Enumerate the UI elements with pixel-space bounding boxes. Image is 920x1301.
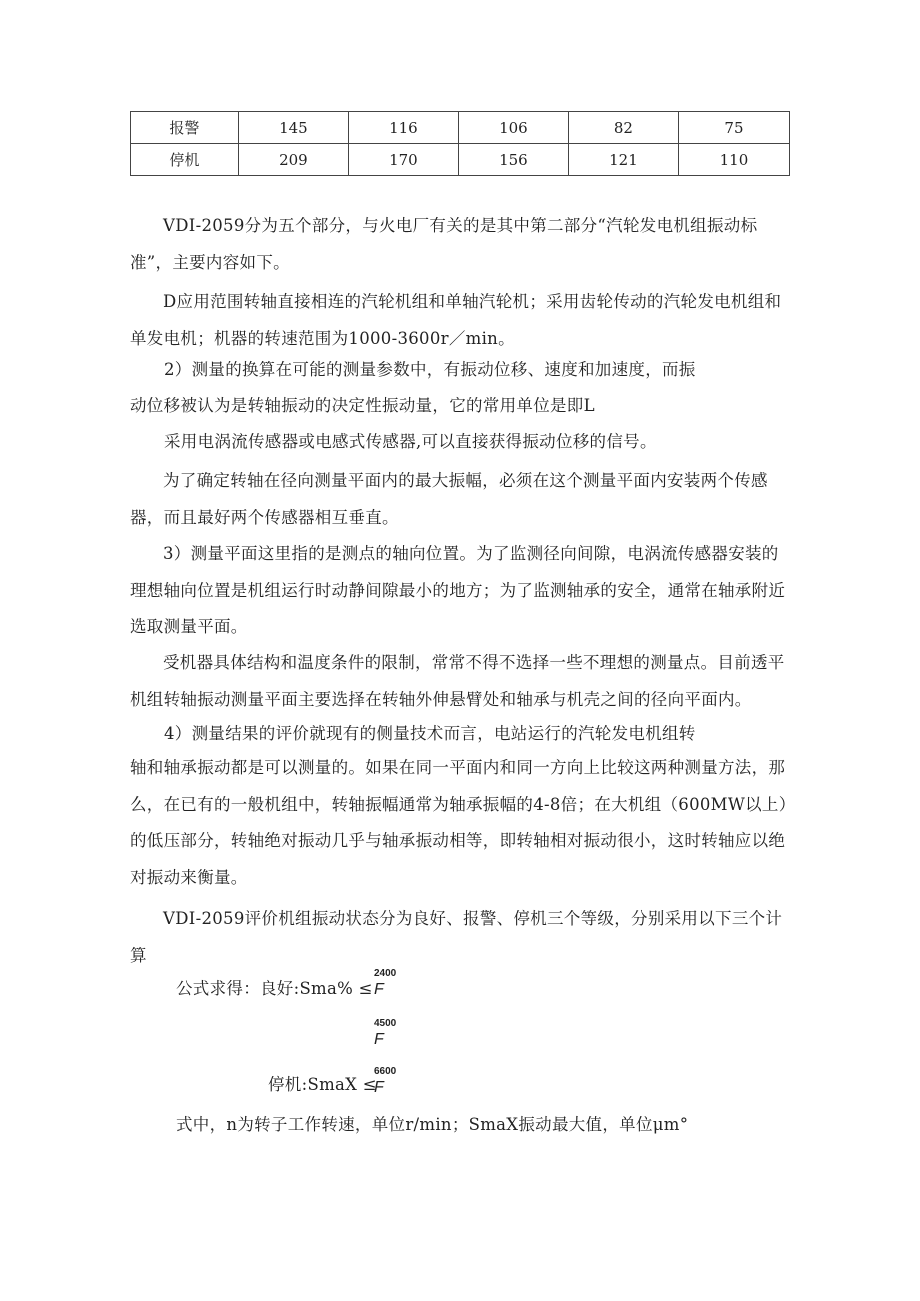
fraction-shutdown (374, 1066, 396, 1098)
table-cell: 82 (568, 112, 678, 144)
row-label: 报警 (131, 112, 239, 144)
paragraph-measurement-plane: 3）测量平面这里指的是测点的轴向位置。为了监测径向间隙，电涡流传感器安装的理想轴向位置是机组运行时动静间隙最小的地方；为了监测轴承的安全，通常在轴承附近选取测量平面。 (130, 544, 786, 636)
table-cell: 110 (678, 144, 789, 176)
table-cell: 145 (238, 112, 348, 144)
paragraph-formula-legend: 式中，n为转子工作转速，单位r/min；SmaX振动最大值，单位μm° (176, 1115, 689, 1134)
paragraph-scope: D应用范围转轴直接相连的汽轮机组和单轴汽轮机；采用齿轮传动的汽轮发电机组和单发电机；机器的转速范围为1000-3600r／min。 (130, 292, 782, 348)
table-cell: 106 (458, 112, 568, 144)
paragraph-vdi-grades: VDI-2059评价机组振动状态分为良好、报警、停机三个等级，分别采用以下三个计算 (130, 909, 783, 965)
table-cell: 75 (678, 112, 789, 144)
fraction-denominator: F (374, 981, 384, 998)
table-cell: 156 (458, 144, 568, 176)
table-cell: 121 (568, 144, 678, 176)
paragraph-measurement-line1: 2）测量的换算在可能的测量参数中，有振动位移、速度和加速度，而振 (164, 360, 696, 379)
table-cell: 209 (238, 144, 348, 176)
fraction-denominator: F (374, 1079, 384, 1096)
fraction-good (374, 968, 396, 1000)
table-row (131, 112, 790, 144)
paragraph-measurement-line2: 动位移被认为是转轴振动的决定性振动量，它的常用单位是即L (130, 396, 595, 415)
paragraph-max-amplitude: 为了确定转轴在径向测量平面内的最大振幅，必须在这个测量平面内安装两个传感器，而且最好两个传感器相互垂直。 (130, 471, 768, 527)
vibration-limit-table (130, 111, 790, 176)
fraction-numerator: 6600 (374, 1066, 397, 1077)
paragraph-vdi-intro: VDI-2059分为五个部分，与火电厂有关的是其中第二部分“汽轮发电机组振动标准”，主要内容如下。 (130, 216, 758, 272)
paragraph-evaluation-body: 轴和轴承振动都是可以测量的。如果在同一平面内和同一方向上比较这两种测量方法，那么，在已有的一般机组中，转轴振幅通常为轴承振幅的4-8倍；在大机组（600MW以上）的低压部分，转轴绝对振动几乎与轴承振动相等，即转轴相对振动很小，这时转轴应以绝对振动来衡量。 (130, 758, 788, 887)
fraction-numerator: 2400 (374, 968, 397, 979)
fraction-denominator: F (374, 1031, 384, 1048)
table-cell: 170 (348, 144, 458, 176)
fraction-alarm (374, 1018, 396, 1050)
table-row (131, 144, 790, 176)
formula-good: 公式求得：良好:Sma% ≤ (176, 979, 373, 998)
paragraph-evaluation-line1: 4）测量结果的评价就现有的侧量技术而言，电站运行的汽轮发电机组转 (164, 724, 696, 743)
paragraph-sensor: 采用电涡流传感器或电感式传感器,可以直接获得振动位移的信号。 (164, 432, 657, 451)
paragraph-constraints: 受机器具体结构和温度条件的限制，常常不得不选择一些不理想的测量点。目前透平机组转轴振动测量平面主要选择在转轴外伸悬臂处和轴承与机壳之间的径向平面内。 (130, 653, 785, 709)
fraction-numerator: 4500 (374, 1018, 397, 1029)
table-cell: 116 (348, 112, 458, 144)
formula-shutdown: 停机:SmaX ≤ (268, 1075, 377, 1094)
row-label: 停机 (131, 144, 239, 176)
